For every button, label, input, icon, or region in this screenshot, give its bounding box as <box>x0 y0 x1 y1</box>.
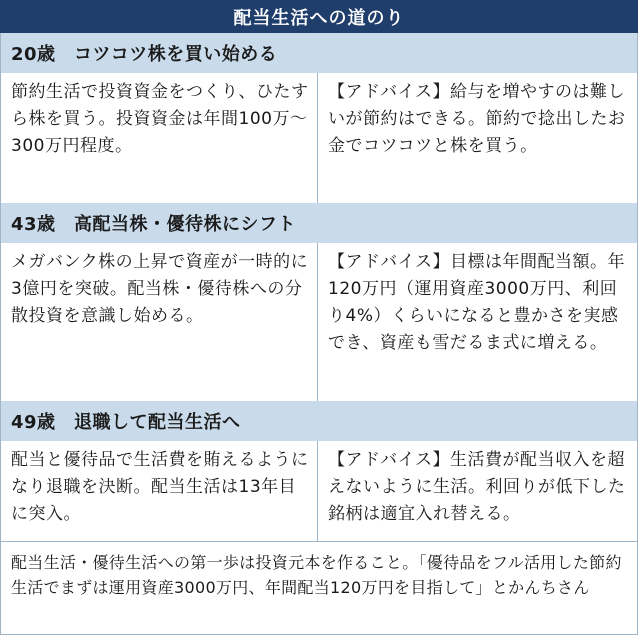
stage-heading-20: 20歳 コツコツ株を買い始める <box>0 33 638 73</box>
stage-43-description: メガバンク株の上昇で資産が一時的に3億円を突破。配当株・優待株への分散投資を意識し始める。 <box>1 243 318 401</box>
stage-heading-49: 49歳 退職して配当生活へ <box>0 401 638 441</box>
footer-note: 配当生活・優待生活への第一歩は投資元本を作ること。「優待品をフル活用した節約生活でまずは運用資産3000万円、年間配当120万円を目指して」とかんちさん <box>0 541 638 635</box>
stage-49-advice: 【アドバイス】生活費が配当収入を超えないように生活。利回りが低下した銘柄は適宜入れ替える。 <box>328 450 626 524</box>
stage-20-description: 節約生活で投資資金をつくり、ひたすら株を買う。投資資金は年間100万～300万円程度。 <box>1 73 318 203</box>
stage-heading-43: 43歳 高配当株・優待株にシフト <box>0 203 638 243</box>
stage-row-49 <box>0 441 638 541</box>
page-title: 配当生活への道のり <box>0 0 638 33</box>
stage-row-43 <box>0 243 638 401</box>
stage-49-description: 配当と優待品で生活費を賄えるようになり退職を決断。配当生活は13年目に突入。 <box>1 441 318 541</box>
stage-row-20 <box>0 73 638 203</box>
stage-20-advice: 【アドバイス】給与を増やすのは難しいが節約はできる。節約で捻出したお金でコツコツと株を買う。 <box>328 82 626 156</box>
stage-43-advice: 【アドバイス】目標は年間配当額。年120万円（運用資産3000万円、利回り4%）くらいになると豊かさを実感でき、資産も雪だるま式に増える。 <box>328 252 625 353</box>
